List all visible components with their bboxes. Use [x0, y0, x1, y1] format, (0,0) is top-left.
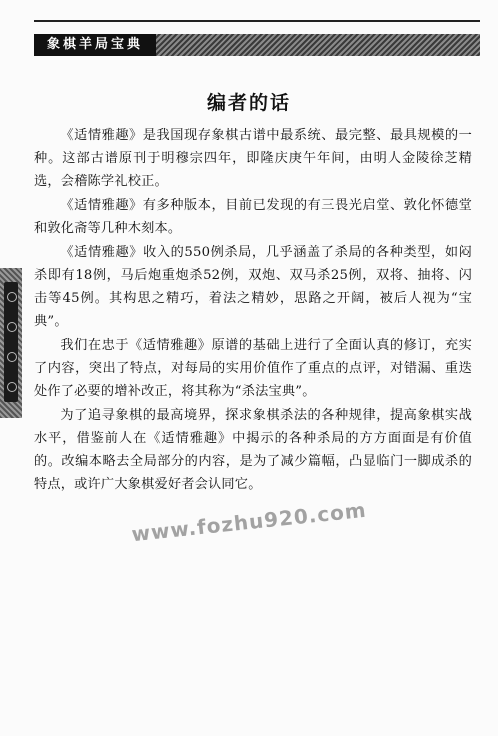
paragraph: 我们在忠于《适情雅趣》原谱的基础上进行了全面认真的修订，充实了内容，突出了特点，对每局的实用价值作了重点的点评，对错漏、重迭处作了必要的增补改正，将其称为“杀法宝典”。 — [34, 338, 472, 399]
watermark: www.fozhu920.com — [130, 497, 368, 547]
body-text — [34, 124, 472, 496]
paragraph: 《适情雅趣》有多种版本，目前已发现的有三畏光启堂、敦化怀德堂和敦化斋等几种木刻本。 — [34, 198, 472, 236]
paragraph: 为了追寻象棋的最高境界，探求象棋杀法的各种规律，提高象棋实战水平，借鉴前人在《适情雅趣》中揭示的各种杀局的方方面面是有价值的。改编本略去全局部分的内容，是为了减少篇幅，凸显临门一脚成杀的特点，或许广大象棋爱好者会认同它。 — [34, 408, 472, 492]
paragraph: 《适情雅趣》收入的550例杀局，几乎涵盖了杀局的各种类型，如闷杀即有18例，马后炮重炮杀52例，双炮、双马杀25例，双将、抽将、闪击等45例。其构思之精巧，着法之精妙，思路之开阔，被后人视为“宝典”。 — [34, 245, 472, 329]
ornament-dot — [7, 382, 17, 392]
ornament-dot — [7, 292, 17, 302]
side-thumb-tab — [0, 268, 22, 418]
ornament-dot — [7, 352, 17, 362]
side-tab-ornament — [4, 282, 18, 402]
header-rule — [34, 20, 480, 22]
ornament-dot — [7, 322, 17, 332]
book-title-label: 象棋羊局宝典 — [34, 34, 156, 56]
paragraph: 《适情雅趣》是我国现存象棋古谱中最系统、最完整、最具规模的一种。这部古谱原刊于明穆宗四年，即隆庆庚午年间，由明人金陵徐芝精选，会稽陈学礼校正。 — [34, 128, 472, 189]
header-banner — [34, 34, 480, 56]
page-title: 编者的话 — [206, 92, 291, 114]
